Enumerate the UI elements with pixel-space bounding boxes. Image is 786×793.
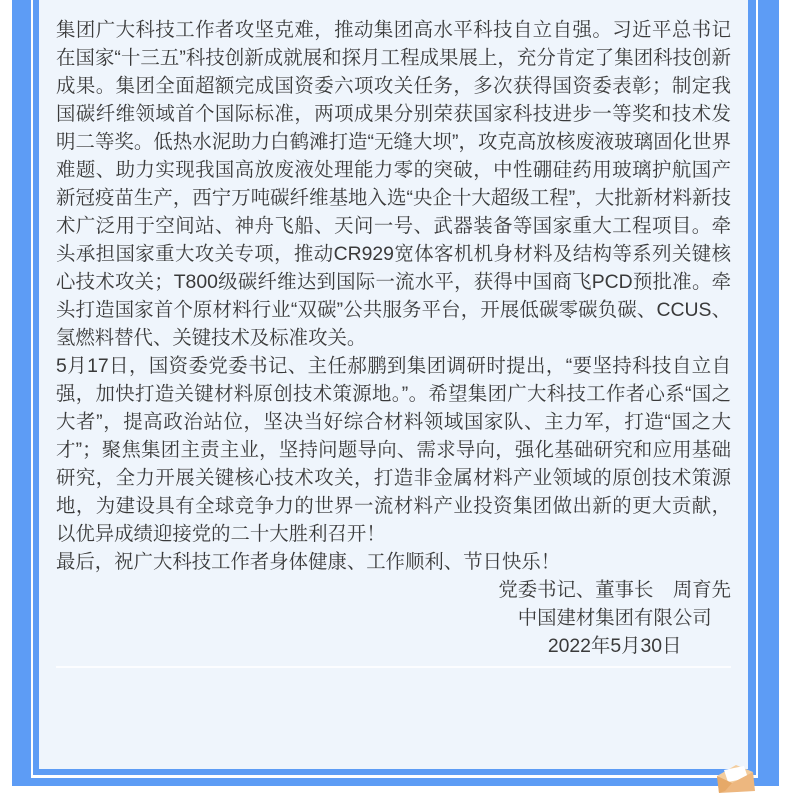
envelope-icon <box>715 761 755 793</box>
letter-paragraph: 集团广大科技工作者攻坚克难，推动集团高水平科技自立自强。习近平总书记在国家“十三五”科技创新成就展和探月工程成果展上，充分肯定了集团科技创新成果。集团全面超额完成国资委六项攻关任务，多次获得国资委表彰；制定我国碳纤维领域首个国际标准，两项成果分别荣获国家科技进步一等奖和技术发明二等奖。低热水泥助力白鹤滩打造“无缝大坝”，攻克高放核废液玻璃固化世界难题、助力实现我国高放废液处理能力零的突破，中性硼硅药用玻璃护航国产新冠疫苗生产，西宁万吨碳纤维基地入选“央企十大超级工程”，大批新材料新技术广泛用于空间站、神舟飞船、天问一号、武器装备等国家重大工程项目。牵头承担国家重大攻关专项，推动CR929宽体客机机身材料及结构等系列关键核心技术攻关；T800级碳纤维达到国际一流水平，获得中国商飞PCD预批准。牵头打造国家首个原材料行业“双碳”公共服务平台，开展低碳零碳负碳、CCUS、氢燃料替代、关键技术及标准攻关。 <box>56 19 731 349</box>
letter-paragraph: 最后，祝广大科技工作者身体健康、工作顺利、节日快乐！ <box>56 551 561 573</box>
letter-card <box>33 0 756 775</box>
letter-body <box>39 0 748 668</box>
page-frame-outer <box>12 0 779 786</box>
signature-date: 2022年5月30日 <box>547 635 682 657</box>
page-frame-gap <box>31 0 758 778</box>
signature-signer: 党委书记、董事长 周育先 <box>498 579 731 601</box>
signature-block <box>498 576 731 660</box>
footer-divider <box>56 666 731 668</box>
signature-company: 中国建材集团有限公司 <box>517 607 712 629</box>
letter-paragraph: 5月17日，国资委党委书记、主任郝鹏到集团调研时提出，“要坚持科技自立自强，加快打造关键材料原创技术策源地。”。希望集团广大科技工作者心系“国之大者”，提高政治站位，坚决当好综合材料领域国家队、主力军，打造“国之大才”；聚焦集团主责主业，坚持问题导向、需求导向，强化基础研究和应用基础研究，全力开展关键核心技术攻关，打造非金属材料产业领域的原创技术策源地，为建设具有全球竞争力的世界一流材料产业投资集团做出新的更大贡献，以优异成绩迎接党的二十大胜利召开！ <box>56 355 731 545</box>
